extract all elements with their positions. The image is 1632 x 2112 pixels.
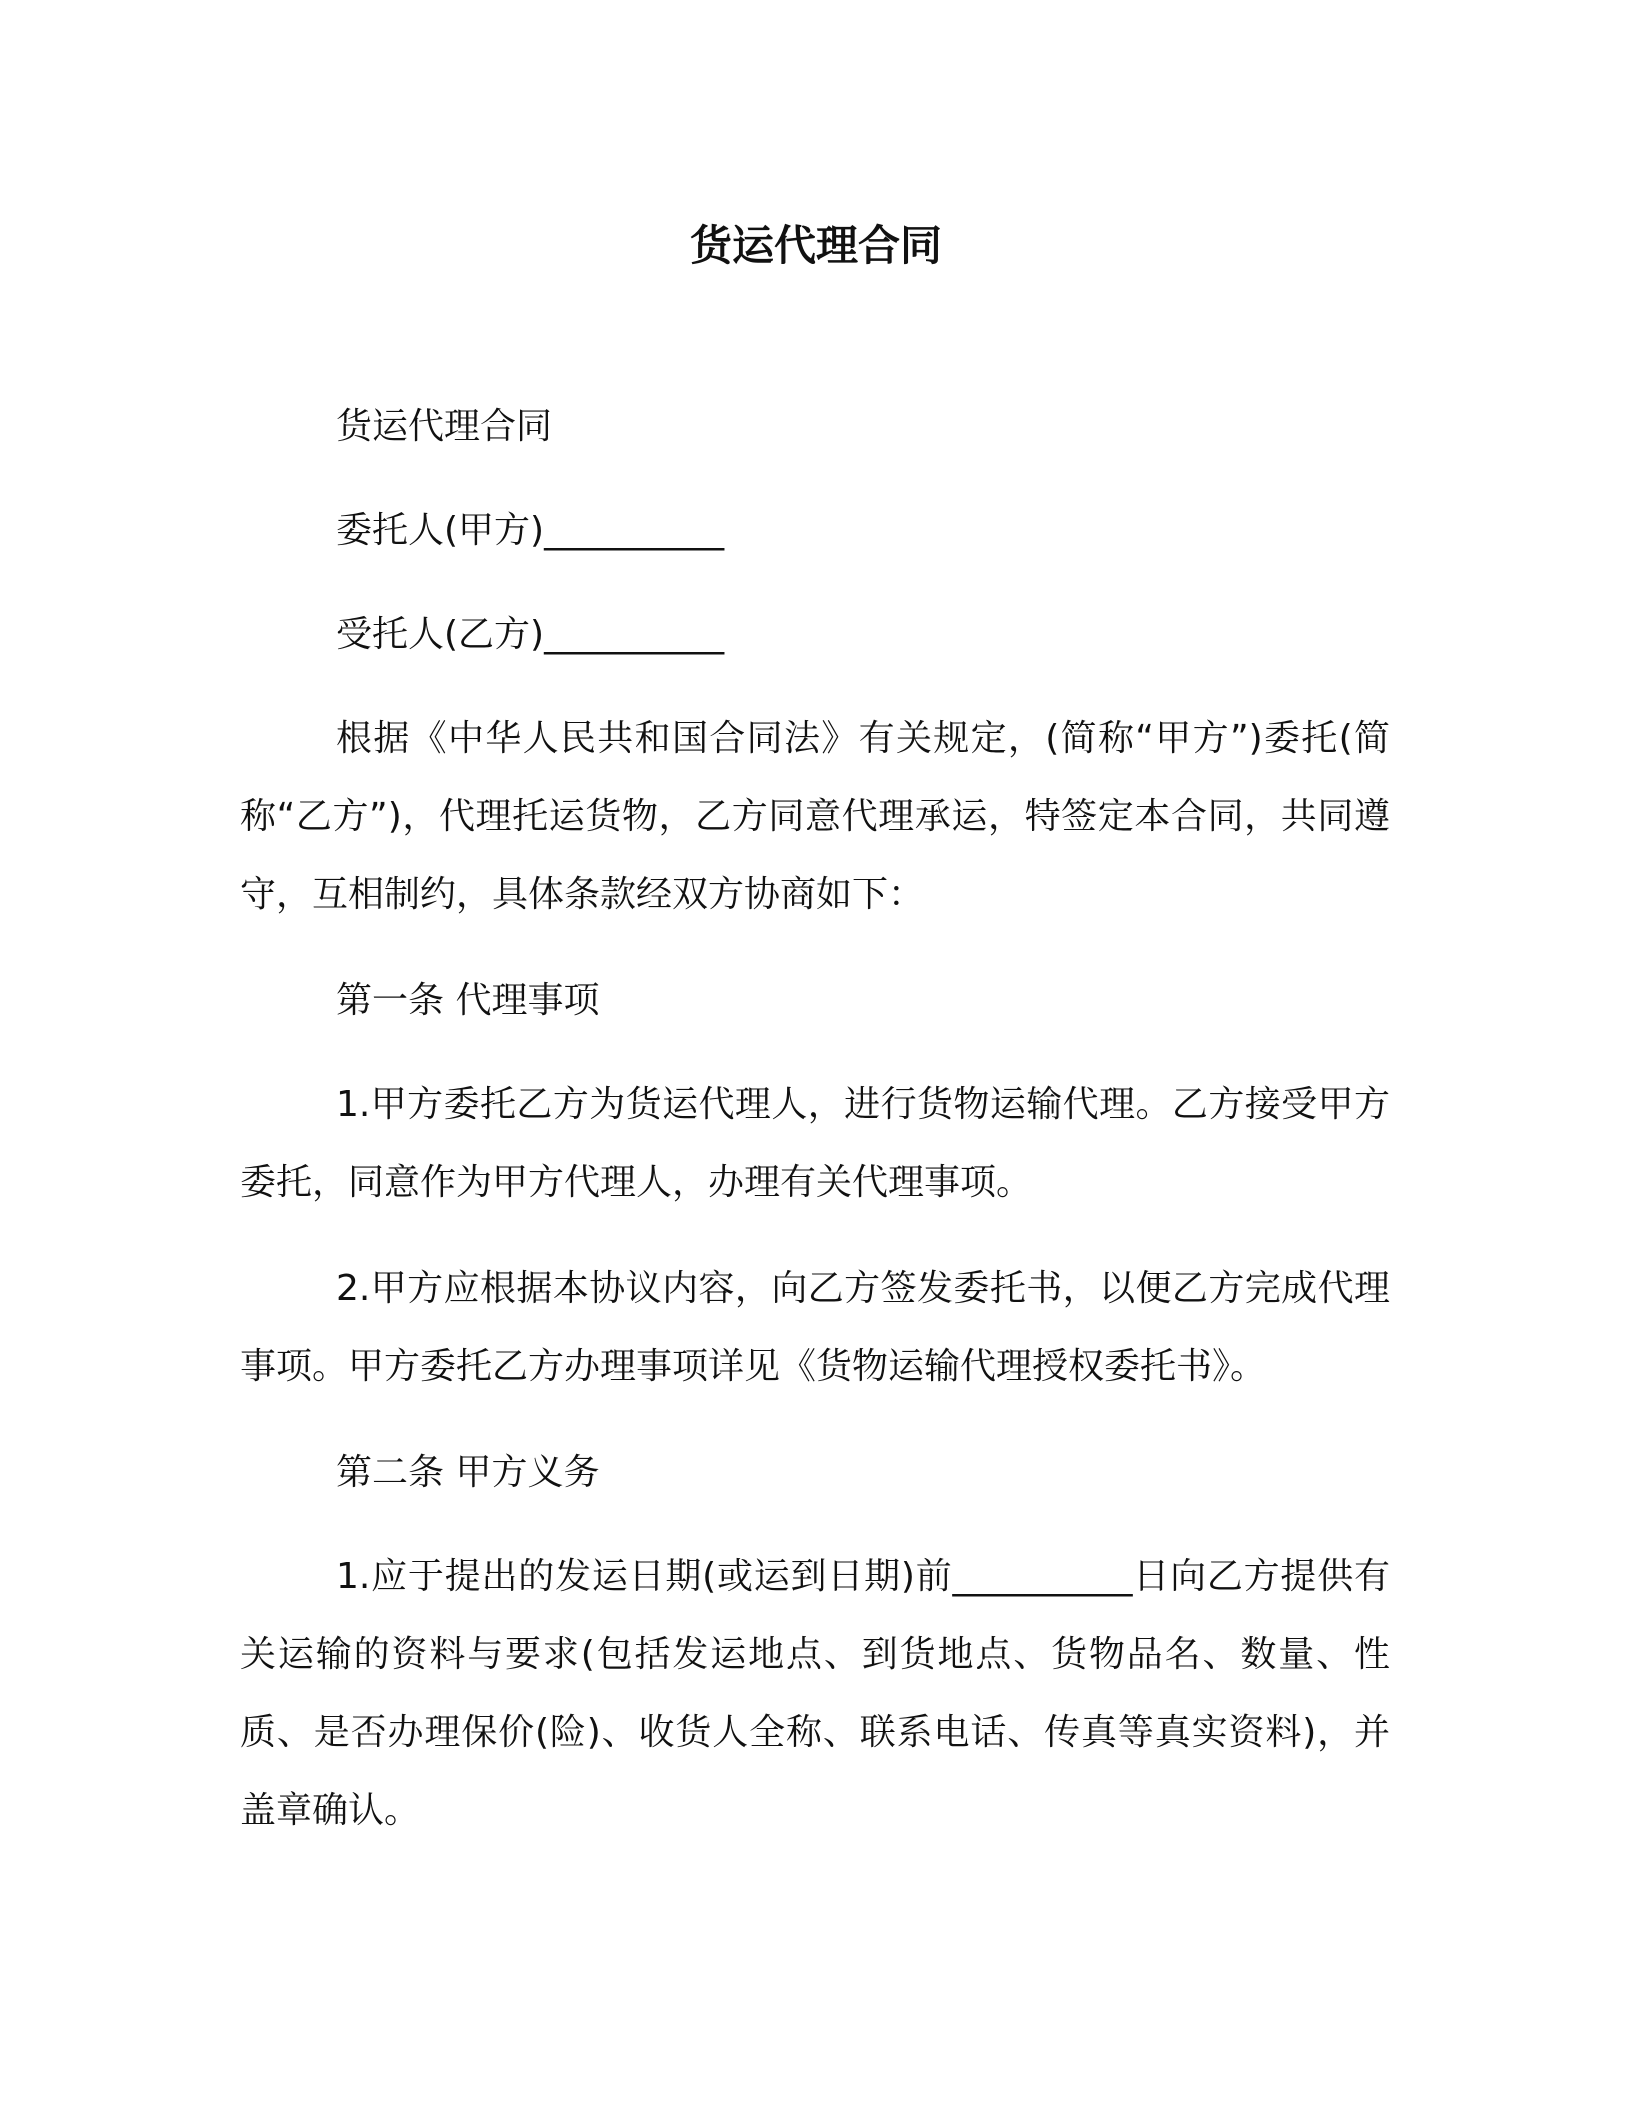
heading-article-1: 第一条 代理事项 (336, 980, 600, 1021)
paragraph-agent: 受托人(乙方)__________ (336, 614, 725, 655)
paragraph-contract-name: 货运代理合同 (336, 406, 553, 447)
heading-article-2: 第二条 甲方义务 (336, 1452, 600, 1493)
paragraph-article-1-item-2: 2.甲方应根据本协议内容，向乙方签发委托书，以便乙方完成代理事项。甲方委托乙方办理事项详见《货物运输代理授权委托书》。 (240, 1268, 1390, 1387)
paragraph-principal: 委托人(甲方)__________ (336, 510, 725, 551)
paragraph-preamble: 根据《中华人民共和国合同法》有关规定，(简称“甲方”)委托(简称“乙方”)，代理托运货物，乙方同意代理承运，特签定本合同，共同遵守，互相制约，具体条款经双方协商如下： (240, 718, 1390, 915)
paragraph-article-2-item-1: 1.应于提出的发运日期(或运到日期)前__________日向乙方提供有关运输的资料与要求(包括发运地点、到货地点、货物品名、数量、性质、是否办理保价(险)、收货人全称、联系电话、传真等真实资料)，并盖章确认。 (240, 1556, 1390, 1831)
document-title: 货运代理合同 (689, 221, 942, 270)
paragraph-article-1-item-1: 1.甲方委托乙方为货运代理人，进行货物运输代理。乙方接受甲方委托，同意作为甲方代理人，办理有关代理事项。 (240, 1084, 1390, 1203)
document-body (240, 388, 1390, 1878)
